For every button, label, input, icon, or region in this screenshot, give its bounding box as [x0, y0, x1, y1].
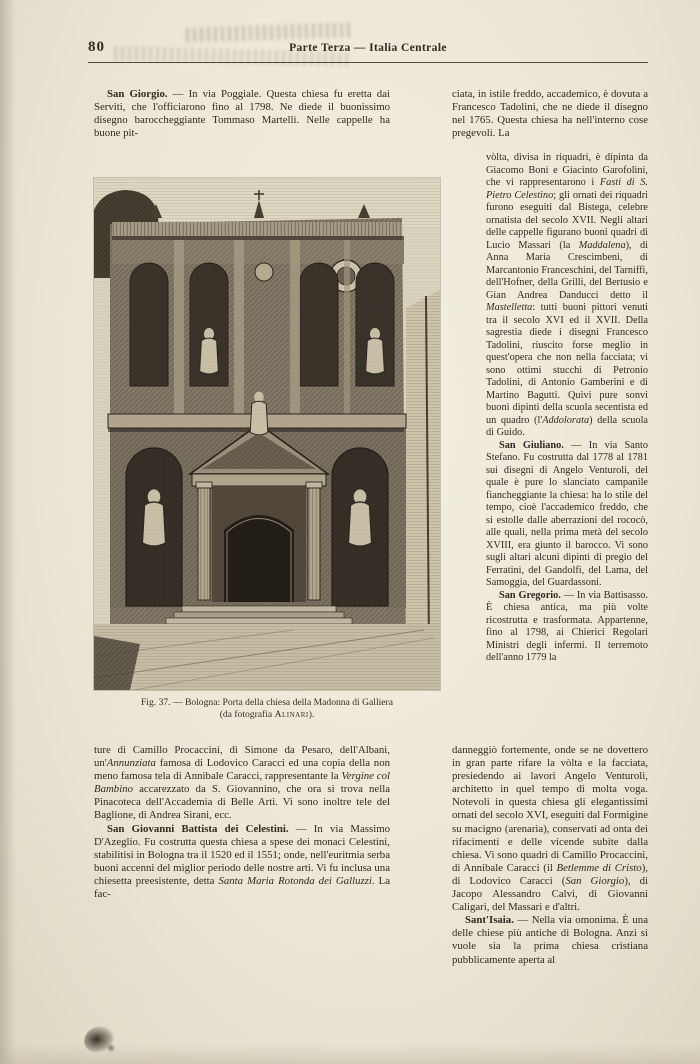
stamp-smudge [186, 22, 351, 43]
paragraph-sant-isaia: Sant'Isaia. — Nella via omonima. È una delle chiese più antiche di Bologna. Anzi si vuole sia la prima chiesa cristiana pubblicamente aperta al [452, 914, 648, 966]
paragraph-san-giovanni-battista: San Giovanni Battista dei Celestini. — In via Massimo D'Azeglio. Fu costrutta questa chiesa a spese dei monaci Celestini, stabilitisi in Bologna tra il 1520 ed il 1551; onde, nell'euritmia serba buoni accenni del miglior periodo delle nostre arti. Vi fu inclusa una chiesetta preesistente, detta Santa Maria Rotonda dei Galluzzi. La fac- [94, 822, 390, 901]
binding-shadow [0, 0, 16, 1064]
column-right-narrow [486, 152, 648, 744]
header-rule [88, 62, 648, 63]
page-header [88, 36, 648, 63]
column-left-lower [94, 744, 390, 994]
figure-caption-line1: Fig. 37. — Bologna: Porta della chiesa della Madonna di Galliera [140, 697, 394, 708]
paragraph-san-gregorio: San Gregorio. — In via Battisasso. È chiesa antica, ma più volte ricostrutta e trasformata. Appartenne, fino al 1798, ai Chierici Regolari Ministri degli infermi. Il terremoto dell'anno 1779 la [486, 589, 648, 663]
figure-37 [94, 178, 440, 720]
ink-speck [106, 1044, 116, 1052]
paragraph-san-giuliano: San Giuliano. — In via Santo Stefano. Fu costrutta dal 1778 al 1781 sui disegni di Angelo Venturoli, del quale è pure lo slanciato campanile fiancheggiante la chiesa: ha lo stile del tempo, cioè l'accademico freddo, che si estolle dalle aberrazioni del rococò, alle quali, nella prima metà del secolo XVIII, era giunto il barocco. Vi sono sugli altari alcuni dipinti di pregio del Ferratini, del Gandolfi, del Lama, del Samoggia, del Guardassoni. [486, 439, 648, 588]
paragraph-volta-continuation: vòlta, divisa in riquadri, è dipinta da Giacomo Boni e Giacinto Garofolini, che vi rappresentarono i Fasti di S. Pietro Celestino; gli ornati dei riquadri furono eseguiti dal Bistega, celebre ornatista del secolo XVII. Negli altari delle cappelle figurano buoni quadri di Lucio Massari (la Maddalena), di Anna Maria Crescimbeni, di Marcantonio Franceschini, del Tarniffi, dell'Hofner, della Grilli, del Bertusio e Gian Andrea Danducci detto il Mastelletta: tutti buoni pittori venuti tra il secolo XVI ed il XVII. Della sagrestia diede i disegni Francesco Tadolini, riuscito forse meglio in quest'opera che non nella facciata; vi sono ottimi stucchi di Petronio Tadolini, di Antonio Gamberini e di Martino Bagutti. Quivi pure sonvi buoni dipinti della scuola secentista ed un quadro (l'Addolorata) della scuola di Guido. [486, 152, 648, 438]
paragraph-danneggio-continuation: danneggiò fortemente, onde se ne dovettero in gran parte rifare la vòlta e la facciata, presiedendo ai lavori Angelo Venturoli, architetto in quel tempo di molta voga. Notevoli in questa chiesa gli elegantissimi ornati del secolo XVI, eseguiti dal Formigine su macigno (arenaria), conservati ad onta dei rifacimenti e delle vicende subite dalla chiesa. Vi sono quadri di Camillo Procaccini, di Annibale Caracci (il Betlemme di Cristo), di Lodovico Caracci (San Giorgio), di Jacopo Alessandro Calvi, di Giovanni Caligari, del Massari e d'altri. [452, 744, 648, 914]
figure-caption [94, 697, 440, 720]
paragraph-ture-continuation: ture di Camillo Procaccini, di Simone da Pesaro, dell'Albani, un'Annunziata famosa di Lodovico Caracci ed una copia della non meno famosa tela di Annibale Caracci, rappresentante la Vergine col Bambino accarezzato da S. Giovannino, che ora si trova nella Pinacoteca dell'Accademia di Belle Arti. Vi sono inoltre tele del Baglione, di Andrea Sirani, ecc. [94, 744, 390, 822]
paragraph-san-giorgio: San Giorgio. — In via Poggiale. Questa chiesa fu eretta dai Serviti, che l'officiarono fino al 1798. Ne diede il buonissimo disegno baroccheggiante Tommaso Martelli. Nelle cappelle ha buone pit- [94, 88, 390, 140]
column-right-upper-wide [452, 88, 648, 150]
engraving-portal-madonna-di-galliera [94, 178, 440, 690]
figure-caption-line2: (da fotografia Alinari). [219, 708, 315, 720]
column-left-top [94, 88, 390, 152]
running-title: Parte Terza — Italia Centrale [289, 42, 447, 54]
paragraph-facciata-continuation: ciata, in istile freddo, accademico, è dovuta a Francesco Tadolini, che ne diede il disegno nel 1765. Questa chiesa ha nell'interno cose pregevoli. La [452, 88, 648, 140]
page-number: 80 [88, 39, 105, 55]
column-right-lower [452, 744, 648, 996]
